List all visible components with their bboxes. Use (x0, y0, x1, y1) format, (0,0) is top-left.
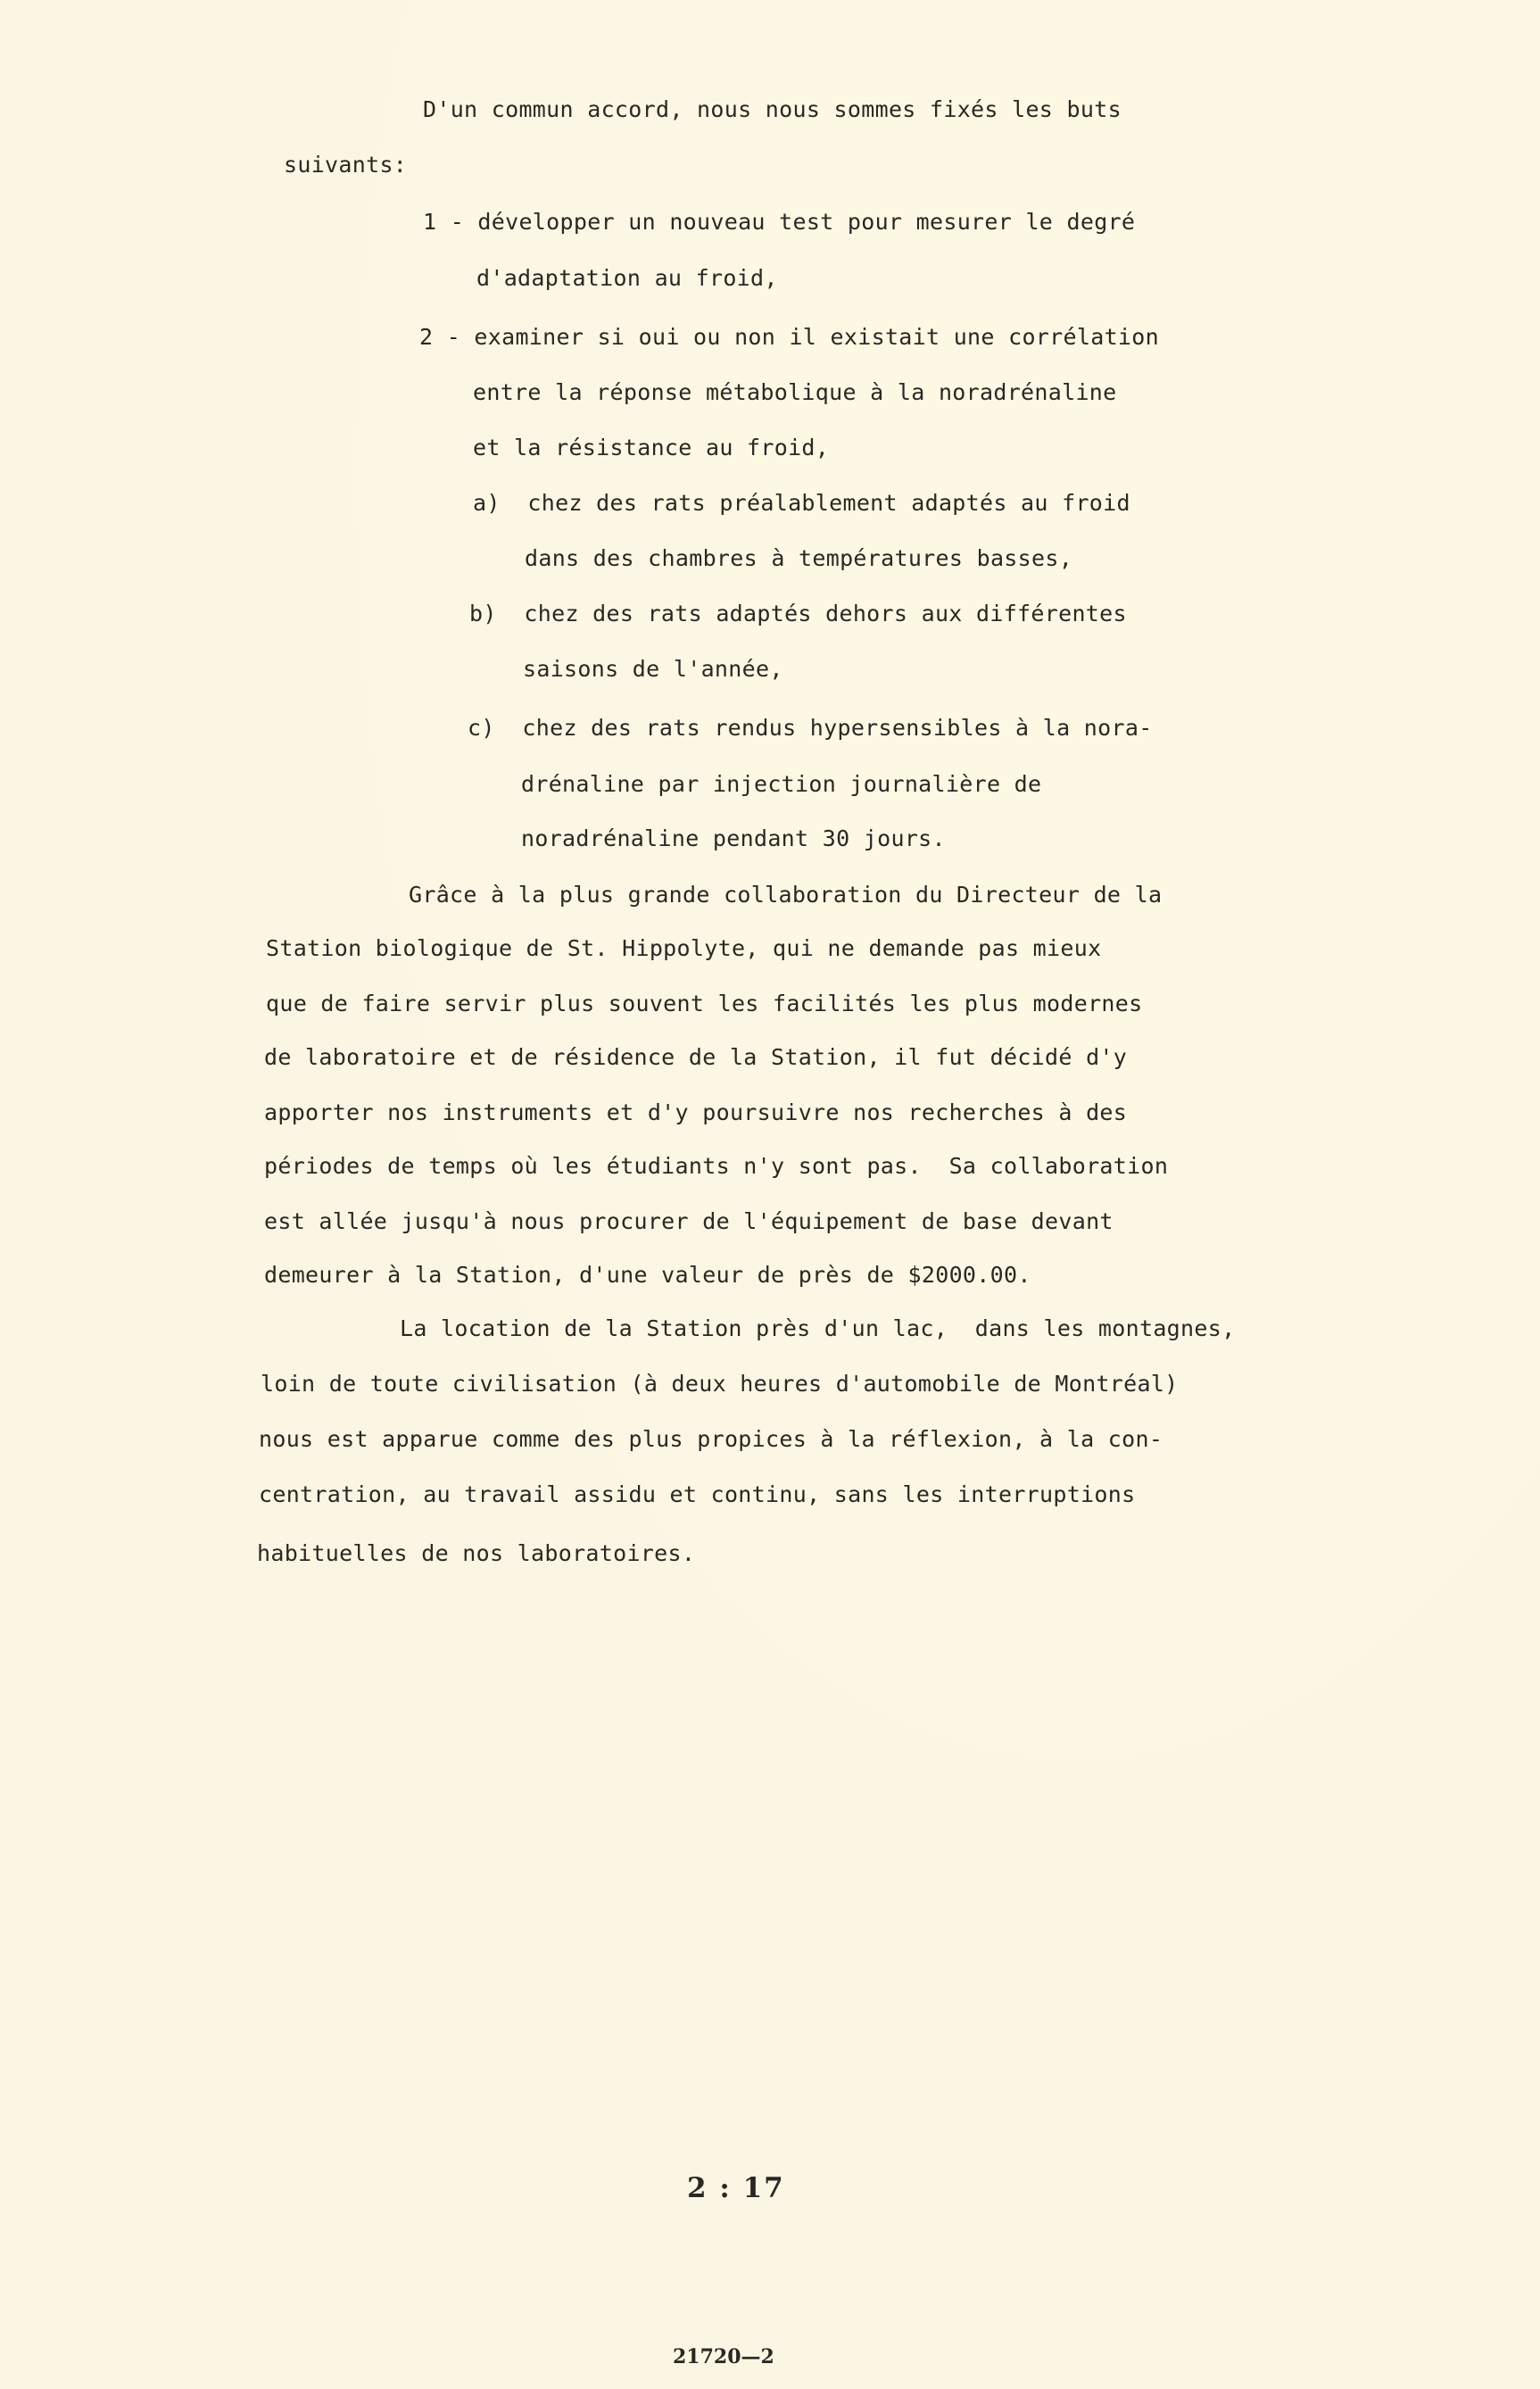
text-line: La location de la Station près d'un lac, dans les montagnes, (400, 1315, 1236, 1341)
text-line: 1 - développer un nouveau test pour mesurer le degré (423, 209, 1136, 235)
text-line: noradrénaline pendant 30 jours. (521, 825, 946, 851)
text-line: Grâce à la plus grande collaboration du Directeur de la (409, 882, 1163, 908)
text-line: nous est apparue comme des plus propices à la réflexion, à la con- (259, 1426, 1163, 1452)
text-line: c) chez des rats rendus hypersensibles à la nora- (468, 715, 1153, 741)
text-line: Station biologique de St. Hippolyte, qui ne demande pas mieux (266, 935, 1102, 961)
text-line: est allée jusqu'à nous procurer de l'équipement de base devant (264, 1208, 1114, 1234)
text-line: loin de toute civilisation (à deux heures d'automobile de Montréal) (261, 1371, 1179, 1397)
text-line: périodes de temps où les étudiants n'y sont pas. Sa collaboration (264, 1153, 1169, 1179)
text-line: entre la réponse métabolique à la noradrénaline (473, 379, 1117, 405)
text-line: a) chez des rats préalablement adaptés au froid (473, 490, 1130, 516)
text-line: et la résistance au froid, (473, 435, 830, 460)
print-code: 21720—2 (673, 2345, 774, 2368)
text-line: D'un commun accord, nous nous sommes fixés les buts (423, 96, 1122, 122)
text-line: d'adaptation au froid, (476, 265, 778, 291)
text-line: saisons de l'année, (523, 656, 783, 682)
text-line: apporter nos instruments et d'y poursuivre nos recherches à des (264, 1099, 1128, 1125)
text-line: que de faire servir plus souvent les facilités les plus modernes (266, 991, 1143, 1016)
text-line: b) chez des rats adaptés dehors aux différentes (469, 601, 1127, 626)
text-line: habituelles de nos laboratoires. (257, 1540, 696, 1566)
text-line: suivants: (284, 152, 408, 178)
page-number: 2 : 17 (687, 2172, 785, 2204)
text-line: centration, au travail assidu et continu, sans les interruptions (259, 1481, 1136, 1507)
text-line: 2 - examiner si oui ou non il existait une corrélation (419, 324, 1159, 350)
text-line: de laboratoire et de résidence de la Station, il fut décidé d'y (264, 1044, 1128, 1070)
text-line: dans des chambres à températures basses, (525, 545, 1073, 571)
text-line: drénaline par injection journalière de (521, 771, 1042, 797)
text-line: demeurer à la Station, d'une valeur de près de $2000.00. (264, 1262, 1031, 1288)
